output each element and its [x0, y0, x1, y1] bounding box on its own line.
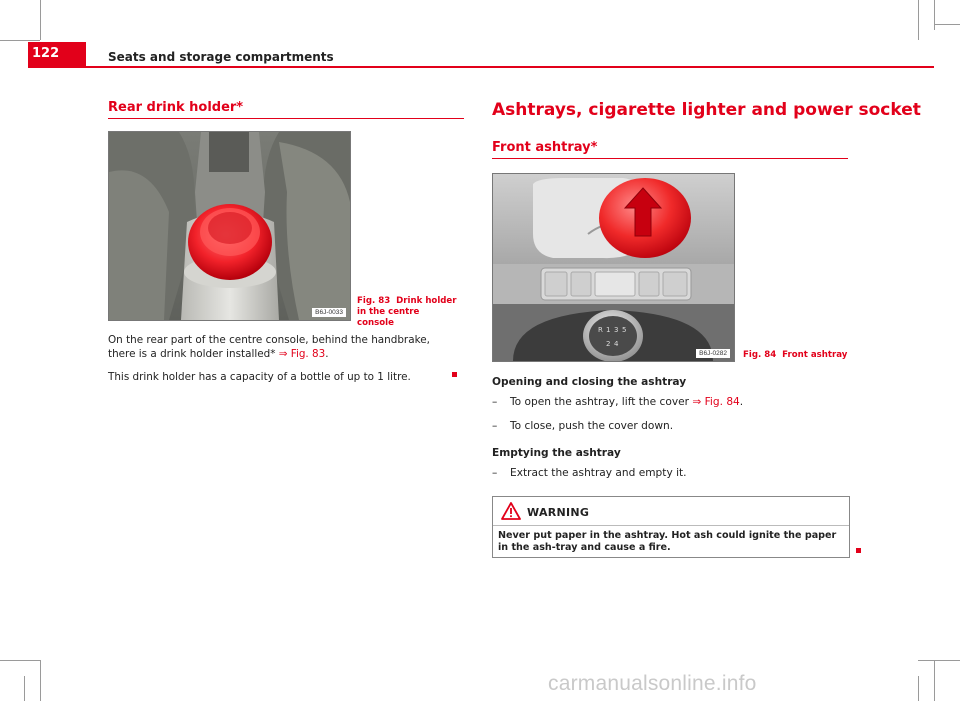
- section-end-mark: [452, 372, 457, 377]
- watermark: carmanualsonline.info: [548, 672, 757, 695]
- drink-holder-illustration: [109, 132, 350, 320]
- gear-label: 3: [614, 326, 619, 334]
- figure-front-ashtray: [492, 173, 735, 362]
- crop-mark: [918, 0, 919, 40]
- gear-label: 4: [614, 340, 619, 348]
- caption-text: Drink holder in the centre console: [357, 296, 457, 328]
- crop-mark: [0, 40, 40, 41]
- list-dash: –: [492, 420, 498, 432]
- figure-drink-holder: [108, 131, 351, 321]
- list-dash: –: [492, 396, 498, 408]
- crop-mark: [0, 660, 40, 661]
- heading-emptying: Emptying the ashtray: [492, 447, 621, 459]
- list-dash: –: [492, 467, 498, 479]
- link-fig-83[interactable]: ⇒ Fig. 83: [278, 348, 326, 360]
- figure-code: B6J-0033: [312, 308, 346, 317]
- page-number: 122: [32, 46, 60, 61]
- subsection-rule: [492, 158, 848, 159]
- list-item-close: – To close, push the cover down.: [492, 420, 674, 432]
- header-rule: [28, 66, 934, 68]
- paragraph-capacity: This drink holder has a capacity of a bottle of up to 1 litre.: [108, 371, 411, 383]
- crop-mark: [934, 660, 935, 701]
- crop-mark: [934, 0, 935, 30]
- section-rule: [108, 118, 464, 119]
- chapter-title: Ashtrays, cigarette lighter and power socket: [492, 100, 921, 120]
- subsection-title-front-ashtray: Front ashtray*: [492, 140, 598, 155]
- header-title: Seats and storage compartments: [108, 50, 334, 64]
- gear-label: 2: [606, 340, 611, 348]
- list-item-empty: – Extract the ashtray and empty it.: [492, 467, 687, 479]
- warning-box: [492, 496, 850, 558]
- front-ashtray-illustration: [493, 174, 734, 361]
- figure-caption-84: [743, 350, 848, 361]
- paragraph-drink-holder: On the rear part of the centre console, behind the handbrake, there is a drink holder installed* ⇒ Fig. 83.: [108, 334, 430, 360]
- warning-text: Never put paper in the ashtray. Hot ash could ignite the paper in the ash-tray and cause a fire.: [498, 530, 837, 553]
- warning-title: WARNING: [527, 506, 590, 519]
- crop-mark: [918, 660, 960, 661]
- link-fig-84[interactable]: ⇒ Fig. 84: [692, 396, 740, 408]
- section-end-mark: [856, 548, 861, 553]
- caption-label: Fig. 84: [743, 350, 777, 360]
- warning-header: [493, 497, 849, 526]
- gear-label: 1: [606, 326, 611, 334]
- caption-text: Front ashtray: [782, 350, 848, 360]
- section-title-drink-holder: Rear drink holder*: [108, 100, 244, 115]
- crop-mark: [40, 660, 41, 701]
- figure-code: B6J-0282: [696, 349, 730, 358]
- crop-mark: [934, 24, 960, 25]
- list-item-open: – To open the ashtray, lift the cover ⇒ Fig. 84.: [492, 396, 744, 408]
- gear-label: R: [598, 326, 603, 334]
- heading-opening-closing: Opening and closing the ashtray: [492, 376, 687, 388]
- figure-caption-83: [357, 296, 457, 329]
- crop-mark: [918, 676, 919, 701]
- crop-mark: [24, 676, 25, 701]
- gear-label: 5: [622, 326, 627, 334]
- warning-triangle-icon: [501, 502, 521, 520]
- crop-mark: [40, 0, 41, 40]
- caption-label: Fig. 83: [357, 296, 391, 306]
